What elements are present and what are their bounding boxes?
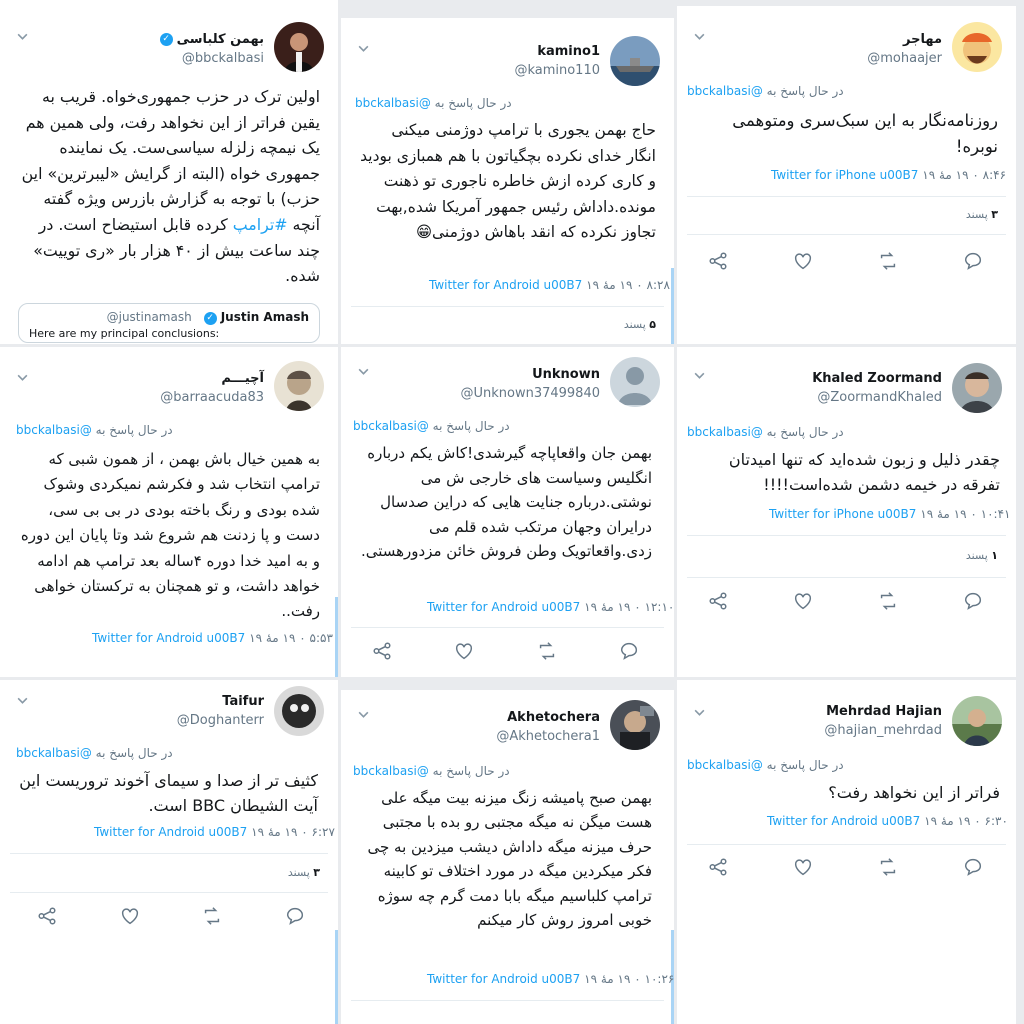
tweet-text: چقدر ذلیل و زبون شده‌اید که تنها امیدتان تفرقه در خیمه دشمن شده‌است!!!! [728,450,1000,494]
tweet-time: ۵:۵۳ ۰ ۱۹ مهٔ ۱۹ [249,631,333,645]
likes-count[interactable]: ۳ پسند [965,208,998,221]
mention-link[interactable]: @bbckalbasi [687,84,763,98]
tweet-text: بهمن صبح پامیشه زنگ میزنه بیت میگه علی هست میگن نه میگه مجتبی رو بده با مجتبی حرف میزنه میگه داداش دیشب میزدین به چی فکر میکردین میگه در مورد اختلاف تو کابینه ترامپ کلباسیم میگه بابا دمت گرم چه سوژه خوبی امروز روش کار میکنم [367,789,652,930]
like-icon[interactable] [119,905,141,927]
tweet-time: ۶:۲۷ ۰ ۱۹ مهٔ ۱۹ [251,825,335,839]
user-name[interactable]: Mehrdad Hajian [826,704,942,719]
chevron-down-icon[interactable] [357,42,370,55]
tweet-text: بهمن جان واقعاپاچه گیرشدی!کاش یکم درباره انگلیس وسیاست های خارجی ش می نوشتی.درباره جنایت هایی که دراین صدسال درایران وجهان مرتکب شده قلم می زدی.واقعاتویک وطن فروش خائن مزدورهستی. [360,444,652,561]
user-handle: @kamino110 [514,63,600,78]
user-handle: @ZoormandKhaled [817,390,942,405]
reply-icon[interactable] [618,640,640,662]
tweet-text: اولین ترک در حزب جمهوری‌خواه. قریب به یقین فراتر از این نخواهد رفت، ولی همین هم یک نیمچه زلزله سیاسی‌ست. یک نماینده جمهوری خواه (البته از گرایش «لیبرترین» این حزب) با توجه به گزارش بازرس ویژه گفته آنچه #ترامپ کرده قابل استیضاح است. در چند ساعت بیش از ۴۰ هزار بار «ری توییت» شده. [21,87,320,286]
tweet-meta [429,278,670,292]
divider [335,597,338,677]
user-handle: @mohaajer [867,51,942,66]
user-name[interactable]: مهاجر [903,32,942,47]
like-icon[interactable] [792,250,814,272]
tweet-card[interactable] [341,690,674,1024]
tweet-actions [707,250,984,272]
divider [351,1000,664,1001]
tweet-meta [771,168,1006,182]
avatar[interactable] [952,22,1002,72]
tweet-text: به همین خیال باش بهمن ، از همون شبی که ترامپ انتخاب شد و فکرشم نمیکردی وشوک شده بودی و رنگ باخته بودی در بی بی سی، دست و پا زدنت هم شروع شد وتا پایان این دوره و به امید خدا دوره ۴ساله بعد ترامپ هم ادامه خواهد داشت، و تو همچنان به ترکستان خواهی رفت.. [20,450,320,621]
avatar[interactable] [952,363,1002,413]
tweet-source[interactable]: Twitter for Android u00B7 [94,825,248,839]
chevron-down-icon[interactable] [16,30,29,43]
reply-icon[interactable] [962,250,984,272]
replying-to: در حال پاسخ به @bbckalbasi [687,84,844,98]
mention-link[interactable]: @bbckalbasi [353,764,429,778]
mention-link[interactable]: @bbckalbasi [687,425,763,439]
user-handle: @Doghanterr [176,713,264,728]
divider [351,627,664,628]
avatar[interactable] [952,696,1002,746]
tweet-meta [427,600,674,614]
user-name[interactable]: Unknown [532,367,600,382]
replying-to: در حال پاسخ به @bbckalbasi [687,425,844,439]
retweet-icon[interactable] [877,590,899,612]
mention-link[interactable]: @bbckalbasi [687,758,763,772]
retweet-icon[interactable] [536,640,558,662]
user-name[interactable]: آچیـــم [221,371,264,386]
tweet-card[interactable] [0,680,338,1024]
quote-user-handle: @justinamash [106,310,192,324]
tweet-time: ۶:۳۰ ۰ ۱۹ مهٔ ۱۹ [924,814,1008,828]
tweet-meta [427,972,674,986]
tweet-meta [94,825,335,839]
user-handle: @bbckalbasi [181,51,264,66]
divider [687,196,1006,197]
avatar[interactable] [610,700,660,750]
share-icon[interactable] [36,905,58,927]
replying-to: در حال پاسخ به @bbckalbasi [353,419,510,433]
user-handle: @barraacuda83 [160,390,264,405]
mention-link[interactable]: @bbckalbasi [353,419,429,433]
user-handle: @Unknown37499840 [460,386,600,401]
tweet-time: ۸:۴۶ ۰ ۱۹ مهٔ ۱۹ [922,168,1007,182]
divider [687,234,1006,235]
user-handle: @hajian_mehrdad [824,723,942,738]
share-icon[interactable] [707,590,729,612]
likes-count[interactable]: ۵ پسند [623,318,656,331]
tweet-source[interactable]: Twitter for iPhone u00B7 [769,507,917,521]
tweet-card[interactable] [341,18,674,344]
user-name[interactable]: Khaled Zoormand [812,371,942,386]
tweet-source[interactable]: Twitter for Android u00B7 [92,631,246,645]
likes-count[interactable]: ۱ پسند [965,549,998,562]
avatar[interactable] [610,36,660,86]
verified-badge-icon: ✓ [160,33,173,46]
user-name[interactable]: Akhetochera [507,710,600,725]
tweet-time: ۸:۲۸ ۰ ۱۹ مهٔ ۱۹ [586,278,670,292]
tweet-source[interactable]: Twitter for Android u00B7 [427,972,581,986]
chevron-down-icon[interactable] [693,30,706,43]
tweet-time: ۱۰:۴۱ ۰ ۱۹ مهٔ ۱۹ [920,507,1011,521]
replying-to: در حال پاسخ به @bbckalbasi [16,423,173,437]
divider [351,306,664,307]
tweet-text: روزنامه‌نگار به این سبک‌سری ومتوهمی نوبره! [732,111,998,156]
reply-icon[interactable] [284,905,306,927]
divider [10,853,328,854]
share-icon[interactable] [371,640,393,662]
replying-to: در حال پاسخ به @bbckalbasi [16,746,173,760]
mention-link[interactable]: @bbckalbasi [355,96,431,110]
tweet-meta [769,507,1010,521]
tweet-meta [767,814,1008,828]
tweet-text: حاج بهمن یجوری با ترامپ دوژمنی میکنی انگار خدای نکرده بچگیاتون با هم همبازی بودید و کاری کرده ازش خاطره ناجوری تو ذهنت مونده.داداش رئیس جمهور آمریکا شده,بهت تجاوز نکرده که انقد باهاش دوژمنی😁 [360,121,656,241]
hashtag-link[interactable]: #ترامپ [232,214,288,234]
tweet-card[interactable] [677,680,1016,1024]
tweet-text: کثیف تر از صدا و سیمای آخوند تروریست این آیت الشیطان BBC است. [19,771,318,815]
divider [335,930,338,1024]
replying-to: در حال پاسخ به @bbckalbasi [687,758,844,772]
tweet-card[interactable] [677,347,1016,677]
tweet-source[interactable]: Twitter for Android u00B7 [427,600,581,614]
quoted-tweet[interactable] [18,303,320,343]
divider [687,844,1006,845]
divider [671,268,674,344]
like-icon[interactable] [792,856,814,878]
tweet-actions [371,640,640,662]
tweet-card[interactable] [0,347,338,677]
tweet-source[interactable]: Twitter for Android u00B7 [429,278,583,292]
avatar[interactable] [274,686,324,736]
tweet-text: فراتر از این نخواهد رفت؟ [828,783,1000,802]
share-icon[interactable] [707,856,729,878]
mention-link[interactable]: @bbckalbasi [16,746,92,760]
tweet-meta [92,631,333,645]
divider [10,892,328,893]
tweet-actions [36,905,306,927]
avatar[interactable] [274,361,324,411]
tweet-time: ۱۲:۱۰ ۰ ۱۹ مهٔ ۱۹ [584,600,674,614]
chevron-down-icon[interactable] [693,369,706,382]
reply-icon[interactable] [962,590,984,612]
tweet-actions [707,856,984,878]
chevron-down-icon[interactable] [357,365,370,378]
verified-badge-icon: ✓ [204,312,217,325]
user-name[interactable]: بهمن کلباسی ✓ [160,32,264,47]
like-icon[interactable] [792,590,814,612]
user-name[interactable]: kamino1 [537,44,600,59]
chevron-down-icon[interactable] [357,708,370,721]
likes-count[interactable]: ۳ پسند [287,866,320,879]
user-handle: @Akhetochera1 [496,729,600,744]
reply-icon[interactable] [962,856,984,878]
tweet-time: ۱۰:۲۶ ۰ ۱۹ مهٔ ۱۹ [584,972,674,986]
tweet-source[interactable]: Twitter for iPhone u00B7 [771,168,919,182]
chevron-down-icon[interactable] [693,706,706,719]
chevron-down-icon[interactable] [16,694,29,707]
quote-user-name: Justin Amash [220,310,309,324]
divider [687,535,1006,536]
retweet-icon[interactable] [877,250,899,272]
replying-to: در حال پاسخ به @bbckalbasi [353,764,510,778]
user-name[interactable]: Taifur [222,694,264,709]
tweet-card[interactable] [0,0,338,344]
tweet-card[interactable] [677,6,1016,344]
tweet-actions [707,590,984,612]
like-icon[interactable] [453,640,475,662]
divider [687,577,1006,578]
share-icon[interactable] [707,250,729,272]
chevron-down-icon[interactable] [16,371,29,384]
retweet-icon[interactable] [877,856,899,878]
quote-text: Here are my principal conclusions: [29,327,220,340]
tweet-source[interactable]: Twitter for Android u00B7 [767,814,921,828]
avatar[interactable] [274,22,324,72]
mention-link[interactable]: @bbckalbasi [16,423,92,437]
replying-to: در حال پاسخ به @bbckalbasi [355,96,512,110]
avatar[interactable] [610,357,660,407]
tweet-card[interactable] [341,347,674,677]
retweet-icon[interactable] [201,905,223,927]
